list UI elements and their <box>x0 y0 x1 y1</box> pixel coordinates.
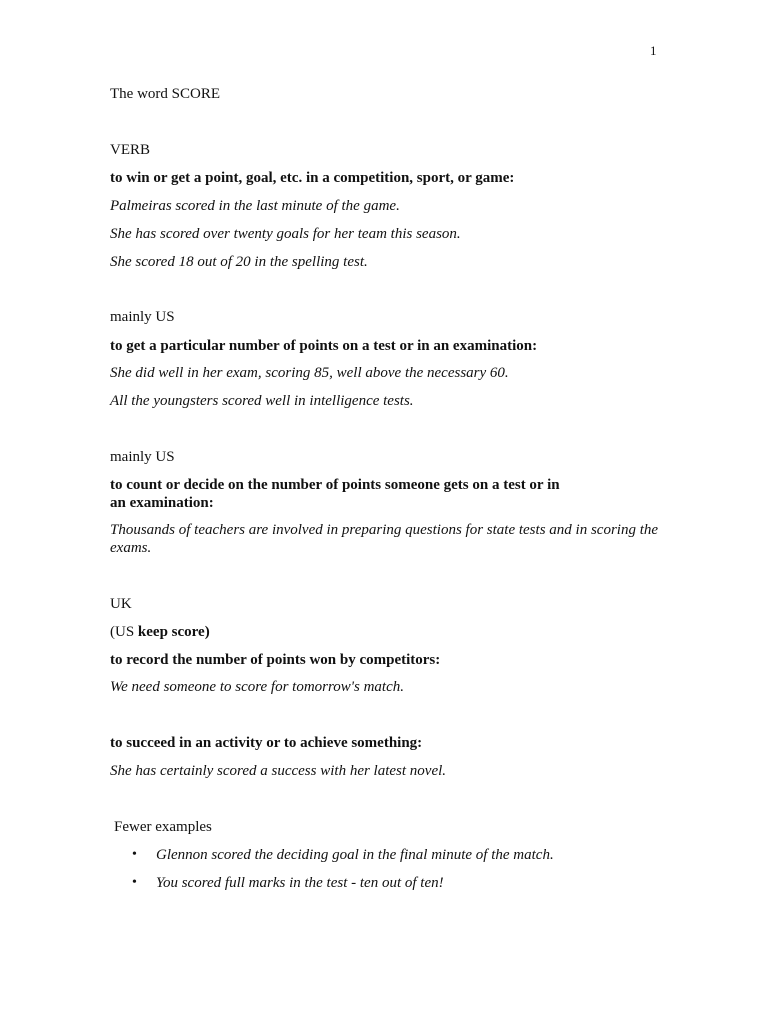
sense-4-definition: to record the number of points won by competitors: <box>110 652 441 668</box>
sense-5-definition: to succeed in an activity or to achieve something: <box>110 735 423 751</box>
fewer-examples-list <box>110 846 554 902</box>
sense-2-definition: to get a particular number of points on a test or in an examination: <box>110 338 538 354</box>
sense-2-region-label: mainly US <box>110 309 175 325</box>
part-of-speech-label: VERB <box>110 142 151 158</box>
list-item <box>110 846 554 874</box>
us-variant-prefix: (US <box>110 624 138 640</box>
sense-2-example-1: She did well in her exam, scoring 85, well above the necessary 60. <box>110 365 509 381</box>
bullet-icon: • <box>132 847 137 862</box>
sense-2-example-2: All the youngsters scored well in intelligence tests. <box>110 393 414 409</box>
sense-1-example-3: She scored 18 out of 20 in the spelling test. <box>110 254 368 270</box>
sense-1-example-1: Palmeiras scored in the last minute of the game. <box>110 198 400 214</box>
sense-1-example-2: She has scored over twenty goals for her team this season. <box>110 226 461 242</box>
sense-1-definition: to win or get a point, goal, etc. in a competition, sport, or game: <box>110 170 515 186</box>
document-title: The word SCORE <box>110 86 220 102</box>
sense-3-definition-line-1: to count or decide on the number of points someone gets on a test or in <box>110 477 560 493</box>
page-number: 1 <box>650 43 657 58</box>
sense-4-us-variant <box>110 623 210 641</box>
list-item-text: You scored full marks in the test - ten out of ten! <box>156 875 444 891</box>
list-item <box>110 874 554 902</box>
sense-3-region-label: mainly US <box>110 449 175 465</box>
fewer-examples-heading: Fewer examples <box>114 819 212 835</box>
sense-3-example: Thousands of teachers are involved in preparing questions for state tests and in scoring the exams. <box>110 522 659 556</box>
sense-3-definition-line-2: an examination: <box>110 495 214 511</box>
us-variant-phrase: keep score <box>137 624 205 640</box>
sense-4-region-label: UK <box>110 596 132 612</box>
us-variant-suffix: ) <box>204 624 210 640</box>
sense-4-example: We need someone to score for tomorrow's match. <box>110 679 405 695</box>
sense-5-example: She has certainly scored a success with her latest novel. <box>110 763 447 779</box>
list-item-text: Glennon scored the deciding goal in the final minute of the match. <box>156 847 554 863</box>
bullet-icon: • <box>132 875 137 890</box>
